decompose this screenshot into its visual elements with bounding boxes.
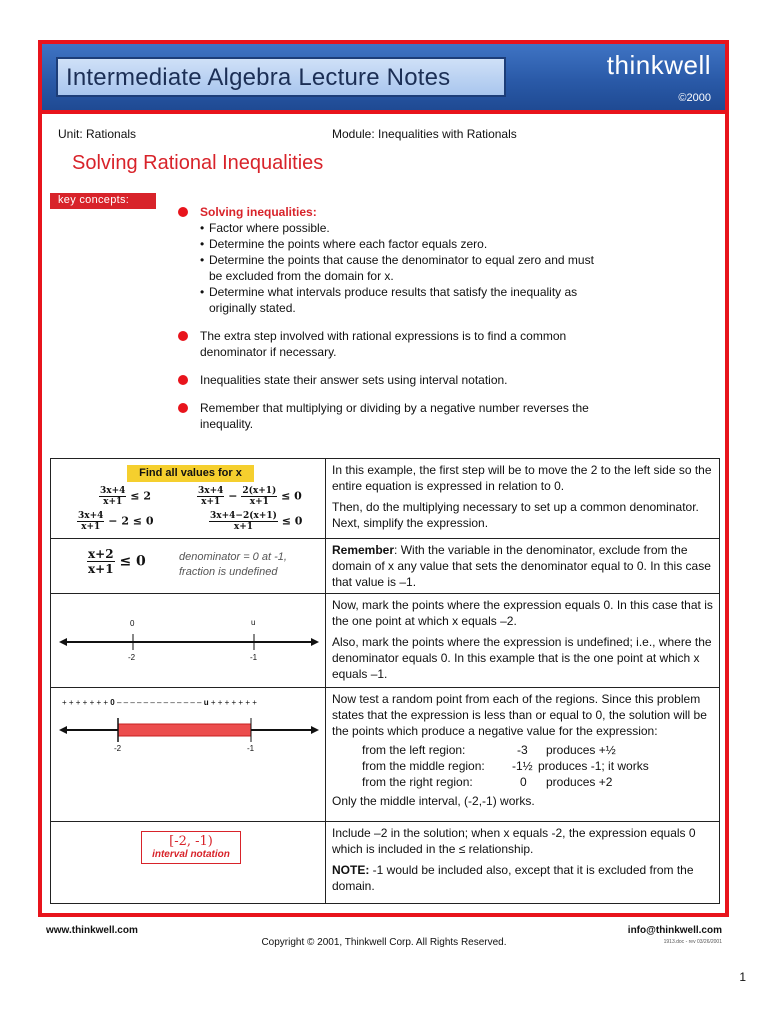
denominator: x+1 bbox=[81, 522, 101, 532]
sign-chart-row bbox=[62, 698, 322, 707]
sign-chart-cell bbox=[51, 688, 326, 821]
bullet-line: inequality. bbox=[200, 417, 254, 431]
bullet-line: denominator if necessary. bbox=[200, 345, 337, 359]
note-line: fraction is undefined bbox=[179, 566, 278, 578]
module-label: Module: Inequalities with Rationals bbox=[332, 127, 517, 141]
bullet-line: Remember that multiplying or dividing by a negative number reverses the bbox=[200, 401, 589, 415]
note-line: denominator = 0 at -1, bbox=[179, 551, 287, 563]
test-value: -1½ bbox=[512, 759, 533, 773]
bullet-interval-notation bbox=[178, 372, 718, 388]
test-value: -3 bbox=[517, 743, 528, 757]
title-box bbox=[56, 57, 506, 97]
solution-number-line bbox=[51, 708, 326, 788]
sub-bullet: • Determine the points where each factor equals zero. bbox=[200, 236, 718, 252]
explanation-cell bbox=[332, 462, 714, 534]
sub-bullet bbox=[200, 252, 718, 284]
doc-title: Intermediate Algebra Lecture Notes bbox=[66, 64, 451, 91]
sub-bullet-line: Determine the points that cause the denominator to equal zero and must bbox=[209, 253, 594, 267]
region-label: from the right region: bbox=[362, 775, 473, 789]
numerator: 2(x+1) bbox=[242, 486, 277, 496]
footer-doc-code: 1913.doc - rev 03/26/2001 bbox=[663, 939, 722, 945]
explanation-text bbox=[332, 542, 714, 590]
table-row bbox=[51, 459, 719, 539]
footer-copyright: Copyright © 2001, Thinkwell Corp. All Rights Reserved. bbox=[261, 937, 507, 948]
test-point-row bbox=[332, 758, 714, 774]
test-value: 0 bbox=[520, 775, 527, 789]
conclusion-text: Only the middle interval, (-2,-1) works. bbox=[332, 794, 535, 808]
brand-year: ©2000 bbox=[678, 92, 711, 104]
equation-2 bbox=[197, 486, 302, 507]
bullet-solving bbox=[178, 204, 718, 316]
test-result: produces +½ bbox=[546, 743, 616, 757]
test-result: produces +2 bbox=[546, 775, 613, 789]
page-number: 1 bbox=[739, 970, 746, 984]
numerator: 3x+4 bbox=[78, 511, 104, 521]
page-title: Solving Rational Inequalities bbox=[72, 152, 324, 174]
simplified-inequality bbox=[87, 547, 146, 576]
zero-mark: 0 bbox=[110, 698, 115, 707]
number-line bbox=[51, 594, 326, 688]
bullet-dot-icon bbox=[178, 331, 188, 341]
tick-label: -2 bbox=[114, 744, 122, 753]
key-concepts-list bbox=[178, 204, 718, 441]
sub-bullet bbox=[200, 284, 718, 316]
tick-label: -2 bbox=[128, 653, 136, 662]
sub-bullet-line: be excluded from the domain for x. bbox=[209, 269, 394, 283]
denominator: x+1 bbox=[103, 497, 123, 507]
denominator: x+1 bbox=[88, 562, 114, 576]
interval-caption: interval notation bbox=[152, 849, 230, 860]
unit-label: Unit: Rationals bbox=[58, 127, 137, 141]
table-row bbox=[51, 688, 719, 822]
undefined-mark: u bbox=[203, 698, 209, 707]
bullet-negative-reverse bbox=[178, 400, 718, 432]
footer-website-link[interactable]: www.thinkwell.com bbox=[46, 925, 138, 936]
sub-bullet-line: Determine what intervals produce results that satisfy the inequality as bbox=[209, 285, 578, 299]
math-cell bbox=[51, 539, 326, 593]
interval-value: [-2, -1) bbox=[169, 834, 213, 849]
relation: ≤ 0 bbox=[281, 489, 302, 503]
test-point-row bbox=[332, 742, 714, 758]
equation-3 bbox=[77, 511, 154, 532]
equation-1 bbox=[99, 486, 151, 507]
note-label: NOTE: bbox=[332, 863, 370, 877]
interval-box bbox=[141, 831, 241, 864]
interval-cell bbox=[51, 822, 326, 903]
bullet-title: Solving inequalities: bbox=[200, 205, 317, 219]
explanation-text: Now, mark the points where the expression equals 0. In this case that is the one point at which x equals –2. bbox=[332, 598, 713, 628]
numerator: 3x+4 bbox=[198, 486, 224, 496]
negative-signs: – – – – – – – – – – – – – bbox=[116, 698, 202, 707]
operator: − bbox=[228, 489, 238, 503]
number-line-cell bbox=[51, 594, 326, 687]
explanation-text: Also, mark the points where the expression is undefined; i.e., where the denominator equals 0. In this example that is the one point at which x equals –1. bbox=[332, 635, 712, 681]
region-label: from the middle region: bbox=[362, 759, 485, 773]
bullet-line: The extra step involved with rational expressions is to find a common bbox=[200, 329, 567, 343]
page-frame bbox=[38, 40, 729, 917]
note-body: -1 would be included also, except that it is excluded from the domain. bbox=[332, 863, 694, 893]
test-point-row bbox=[332, 774, 714, 790]
explanation-text: Then, do the multiplying necessary to set up a common denominator. Next, simplify the expression. bbox=[332, 500, 699, 530]
numerator: x+2 bbox=[88, 547, 114, 561]
sub-bullet-line: originally stated. bbox=[209, 301, 296, 315]
region-label: from the left region: bbox=[362, 743, 466, 757]
denominator-note bbox=[179, 550, 287, 580]
tick-label: -1 bbox=[250, 653, 258, 662]
undefined-mark: u bbox=[251, 618, 256, 627]
bullet-dot-icon bbox=[178, 403, 188, 413]
header-banner bbox=[42, 44, 725, 114]
math-cell bbox=[51, 459, 326, 538]
note-text bbox=[332, 862, 714, 894]
explanation-text: Now test a random point from each of the regions. Since this problem states that the expression is less than or equal to 0, the solution will be the points which produce a negative value for the expression: bbox=[332, 692, 707, 738]
relation: ≤ 0 bbox=[281, 514, 303, 528]
relation: − 2 ≤ 0 bbox=[108, 514, 154, 528]
footer-email-link[interactable]: info@thinkwell.com bbox=[627, 925, 722, 936]
positive-signs: + + + + + + + bbox=[210, 698, 257, 707]
positive-signs: + + + + + + + bbox=[62, 698, 109, 707]
bullet-line: Inequalities state their answer sets using interval notation. bbox=[200, 373, 508, 387]
zero-mark: 0 bbox=[130, 619, 135, 628]
remember-text: : With the variable in the denominator, exclude from the domain of x any value that sets the denominator equal to 0. In this case that value is –1. bbox=[332, 543, 711, 589]
explanation-cell bbox=[332, 825, 714, 897]
explanation-cell bbox=[332, 597, 714, 685]
denominator: x+1 bbox=[233, 522, 254, 532]
explanation-cell bbox=[332, 691, 714, 812]
tick-label: -1 bbox=[247, 744, 255, 753]
numerator: 3x+4−2(x+1) bbox=[210, 511, 277, 521]
example-table bbox=[50, 458, 720, 904]
table-row bbox=[51, 822, 719, 903]
sub-bullet: • Factor where possible. bbox=[200, 220, 718, 236]
explanation-text: Include –2 in the solution; when x equals -2, the expression equals 0 which is included in the ≤ relationship. bbox=[332, 826, 696, 856]
relation: ≤ 2 bbox=[130, 489, 151, 503]
explanation-text: In this example, the first step will be to move the 2 to the left side so the entire equation is expressed in relation to 0. bbox=[332, 463, 712, 493]
brand-logo: thinkwell bbox=[606, 50, 711, 80]
numerator: 3x+4 bbox=[100, 486, 126, 496]
bullet-dot-icon bbox=[178, 375, 188, 385]
key-concepts-tag: key concepts: bbox=[50, 193, 156, 209]
table-row bbox=[51, 539, 719, 594]
denominator: x+1 bbox=[249, 497, 269, 507]
denominator: x+1 bbox=[201, 497, 221, 507]
table-row bbox=[51, 594, 719, 688]
bullet-dot-icon bbox=[178, 207, 188, 217]
test-result: produces -1; it works bbox=[538, 759, 649, 773]
find-values-label: Find all values for x bbox=[127, 465, 254, 482]
explanation-cell bbox=[332, 542, 714, 593]
equation-4 bbox=[209, 511, 302, 532]
remember-label: Remember bbox=[332, 543, 395, 557]
relation: ≤ 0 bbox=[119, 553, 146, 570]
bullet-common-denominator bbox=[178, 328, 718, 360]
